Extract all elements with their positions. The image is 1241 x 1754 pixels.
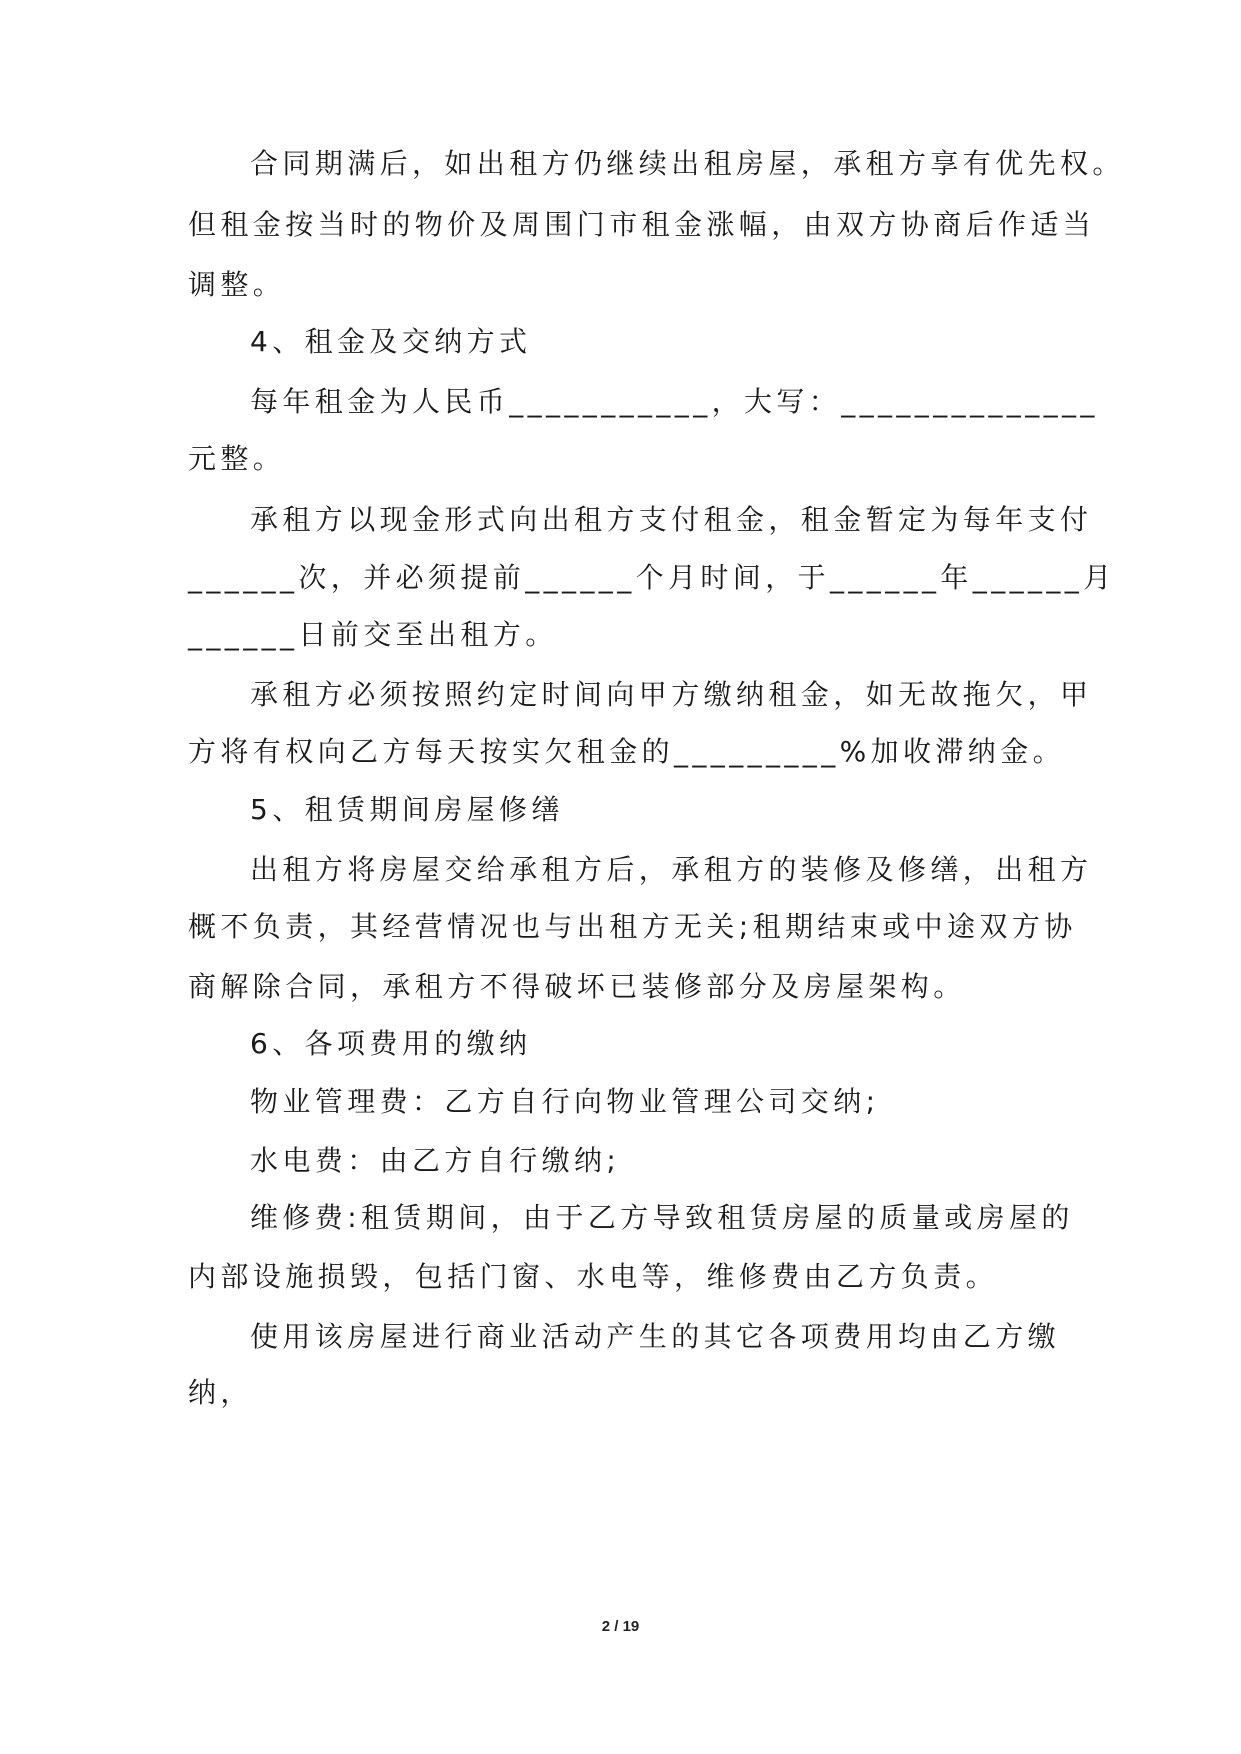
paragraph-annual-rent-line-1: 每年租金为人民币___________，大写：______________ <box>250 385 1099 418</box>
paragraph-repairs-line-3: 商解除合同，承租方不得破坏已装修部分及房屋架构。 <box>188 970 966 1003</box>
paragraph-renewal-line-1: 合同期满后，如出租方仍继续出租房屋，承租方享有优先权。 <box>250 147 1125 180</box>
paragraph-annual-rent-line-2: 元整。 <box>188 442 286 475</box>
paragraph-payment-method-line-2: ______次，并必须提前______个月时间，于______年______月 <box>188 561 1116 594</box>
paragraph-renewal-line-2: 但租金按当时的物价及周围门市租金涨幅，由双方协商后作适当 <box>188 208 1096 241</box>
page-number: 2 / 19 <box>601 1618 640 1635</box>
paragraph-utilities-fee: 水电费：由乙方自行缴纳; <box>250 1144 621 1177</box>
paragraph-payment-method-line-1: 承租方以现金形式向出租方支付租金，租金暂定为每年支付 <box>250 503 1093 536</box>
paragraph-maintenance-fee-line-1: 维修费:租赁期间，由于乙方导致租赁房屋的质量或房屋的 <box>250 1201 1074 1234</box>
paragraph-repairs-line-1: 出租方将房屋交给承租方后，承租方的装修及修缮，出租方 <box>250 853 1093 886</box>
paragraph-property-fee: 物业管理费：乙方自行向物业管理公司交纳; <box>250 1085 880 1118</box>
paragraph-other-fees-line-2: 纳， <box>188 1376 253 1409</box>
section-heading-rent-payment: 4、租金及交纳方式 <box>250 325 532 358</box>
paragraph-renewal-line-3: 调整。 <box>188 268 286 301</box>
paragraph-maintenance-fee-line-2: 内部设施损毁，包括门窗、水电等，维修费由乙方负责。 <box>188 1260 999 1293</box>
paragraph-other-fees-line-1: 使用该房屋进行商业活动产生的其它各项费用均由乙方缴 <box>250 1320 1061 1353</box>
paragraph-repairs-line-2: 概不负责，其经营情况也与出租方无关;租期结束或中途双方协 <box>188 910 1077 943</box>
paragraph-late-fee-line-2: 方将有权向乙方每天按实欠租金的_________%加收滞纳金。 <box>188 735 1066 768</box>
section-heading-repairs: 5、租赁期间房屋修缮 <box>250 793 564 826</box>
paragraph-payment-method-line-3: ______日前交至出租方。 <box>188 618 558 651</box>
paragraph-late-fee-line-1: 承租方必须按照约定时间向甲方缴纳租金，如无故拖欠，甲 <box>250 678 1093 711</box>
section-heading-fees: 6、各项费用的缴纳 <box>250 1027 532 1060</box>
